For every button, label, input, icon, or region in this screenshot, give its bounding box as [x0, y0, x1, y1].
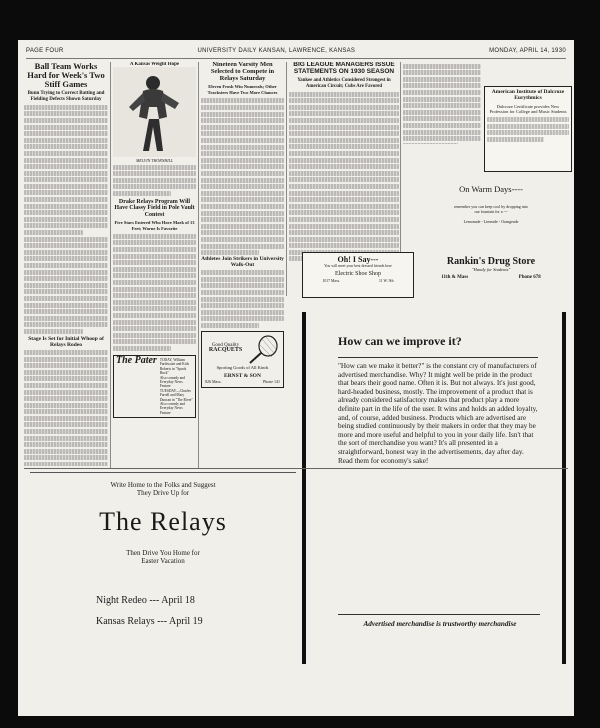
- relays-line-3: Then Drive You Home for: [126, 549, 200, 557]
- dalcroze-line: Dalcroze Certificate provides New Profession for College and Music Students: [489, 104, 567, 114]
- improve-footer: Advertised merchandise is trustworthy merchandise: [363, 620, 517, 628]
- improve-ad: [302, 312, 566, 684]
- ad-left-bar: [302, 312, 306, 664]
- electric-shoe-ad: [302, 252, 414, 298]
- rankin-tagline: "Handy for Students": [471, 267, 511, 272]
- relays-line-4: Easter Vacation: [141, 557, 185, 565]
- masthead: UNIVERSITY DAILY KANSAN, LAWRENCE, KANSAS: [197, 48, 356, 54]
- headline: BIG LEAGUE MANAGERS ISSUE STATEMENTS ON 1930 SEASON: [293, 62, 395, 75]
- pater-title: The Pater: [116, 354, 157, 366]
- article-varsity-men: [201, 62, 284, 466]
- column-rule: [110, 62, 111, 468]
- pater-line: TODAY, William Farthwaite and Kids Roberts in "Spook Ruck": [159, 357, 189, 376]
- pater-line: TUESDAY—Charles Farrell and Mary Duncan in "The River": [159, 388, 194, 402]
- ad-racquets: RACQUETS: [208, 346, 243, 353]
- headline-drake-relays: Drake Relays Program Will Have Classy Field in Pole Vault Contest: [114, 198, 195, 218]
- ad-right-bar: [562, 312, 566, 664]
- column-rule: [286, 62, 287, 296]
- article-body: [403, 64, 481, 144]
- subhead: Five Stars Entered Who Have Mark of 13 Feet; Warne Is Favorite: [114, 219, 195, 231]
- improve-title: How can we improve it?: [338, 334, 462, 348]
- subhead-relays-rodeo: Stage Is Set for Initial Whoop of Relays Rodeo: [28, 335, 104, 348]
- warm-days-ad: [416, 178, 566, 248]
- warm-line-1: remember you can keep cool by dropping into: [454, 204, 528, 209]
- dalcroze-ad: [484, 86, 572, 172]
- article-body: [113, 234, 196, 351]
- ernst-racquets-ad: [201, 331, 284, 388]
- pater-line: Also comedy and Everyday News Feature: [159, 402, 185, 415]
- article-right: [403, 62, 481, 144]
- headline-walkout: Athletes Join Strikers in University Walk-Out: [201, 256, 284, 268]
- electric-address-2: 11 W. 9th: [378, 279, 394, 283]
- article-body: [201, 98, 284, 255]
- article-big-league: [289, 62, 399, 262]
- photo-name: MELVIN THORNHILL: [135, 158, 174, 163]
- caption-body: [113, 165, 196, 196]
- article-body: [201, 270, 284, 328]
- article-body: [24, 350, 108, 466]
- page-number: PAGE FOUR: [26, 48, 64, 54]
- relays-line-2: They Drive Up for: [136, 489, 190, 497]
- electric-name: Electric Shoe Shop: [335, 271, 381, 277]
- relays-title: The Relays: [99, 507, 227, 536]
- headline: Nineteen Varsity Men Selected to Compete in Relays Saturday: [210, 62, 275, 82]
- subhead: Bunn Trying to Correct Batting and Fielding Defects Shown Saturday: [27, 90, 105, 102]
- article-body: [24, 105, 108, 334]
- article-weight-hope: [113, 62, 196, 466]
- section-rule: [24, 468, 568, 469]
- article-ball-team: [24, 62, 108, 466]
- footer-rule: [338, 614, 540, 615]
- electric-title: Oh! I Say---: [337, 255, 379, 264]
- rankin-address: 11th & Mass: [441, 275, 469, 280]
- electric-address-1: 1017 Mass.: [322, 279, 340, 283]
- racquet-icon: [246, 335, 280, 365]
- rankin-title: Rankin's Drug Store: [446, 256, 536, 267]
- subhead: Yankee and Athletics Considered Strongest in American Circuit; Cubs Are Favored: [297, 77, 391, 89]
- warm-title: On Warm Days----: [459, 184, 523, 194]
- title-rule: [338, 357, 538, 358]
- ad-sporting-goods: Sporting Goods of All Kinds: [216, 364, 269, 370]
- newspaper-page: [18, 40, 574, 716]
- pater-theatre-ad: [113, 355, 196, 418]
- ad-ernst-address: 826 Mass.: [205, 378, 222, 384]
- dalcroze-body: [487, 117, 569, 142]
- pater-line: Also comedy and Everyday News Feature: [159, 375, 185, 389]
- athlete-photo: [113, 67, 196, 157]
- column-rule: [198, 62, 199, 468]
- relays-line-1: Write Home to the Folks and Suggest: [110, 481, 216, 489]
- subhead: Eleven Frosh Win Numerals; Other Tracksters Have Two More Chances: [207, 84, 278, 96]
- photo-caption: A Kansas Weight Hope: [129, 62, 180, 67]
- headline: Ball Team Works Hard for Week's Two Stiff Games: [27, 62, 105, 89]
- improve-body: "How can we make it better?" is the constant cry of manufacturers of advertised merchandise. Why? It might well be pride in the product that bears their good name. Often it is. But not always. It's just good, hard-headed business, mostly. The improvement of a product that is already considered satisfactory makes that product play a more definite part in the life of the user. It wins and holds an added loyalty, and, of course, added business. Products which are advertised are being studied continuously by their makers in order that they may be more and more useful and helpful to you in your daily life. Isn't that the sort of merchandise you want? It's all presented in a straightforward, honest way in the advertisements, day after day. Read them for economy's sake!: [338, 362, 538, 465]
- warm-drinks: Lemonade - Limeade - Orangeade: [463, 219, 519, 224]
- date-line: MONDAY, APRIL 14, 1930: [489, 48, 566, 54]
- ad-good-quality: Good Quality: [211, 342, 240, 348]
- ad-ernst-phone: Phone 141: [263, 378, 280, 384]
- relays-event-2: Kansas Relays --- April 19: [96, 616, 203, 627]
- relays-ad: [30, 472, 296, 711]
- dalcroze-title: American Institute of Dalcroze Eurythmics: [491, 89, 565, 101]
- rankin-phone: Phone 678: [518, 275, 541, 280]
- rankin-ad: [416, 256, 566, 300]
- page-header: [26, 48, 566, 59]
- electric-line: You will meet your best dressed friends here: [324, 264, 392, 268]
- relays-event-1: Night Redeo --- April 18: [96, 595, 195, 606]
- warm-line-2: our fountain for a ---: [474, 209, 508, 214]
- ad-ernst-name: ERNST & SON: [224, 372, 261, 379]
- article-body: [289, 92, 399, 262]
